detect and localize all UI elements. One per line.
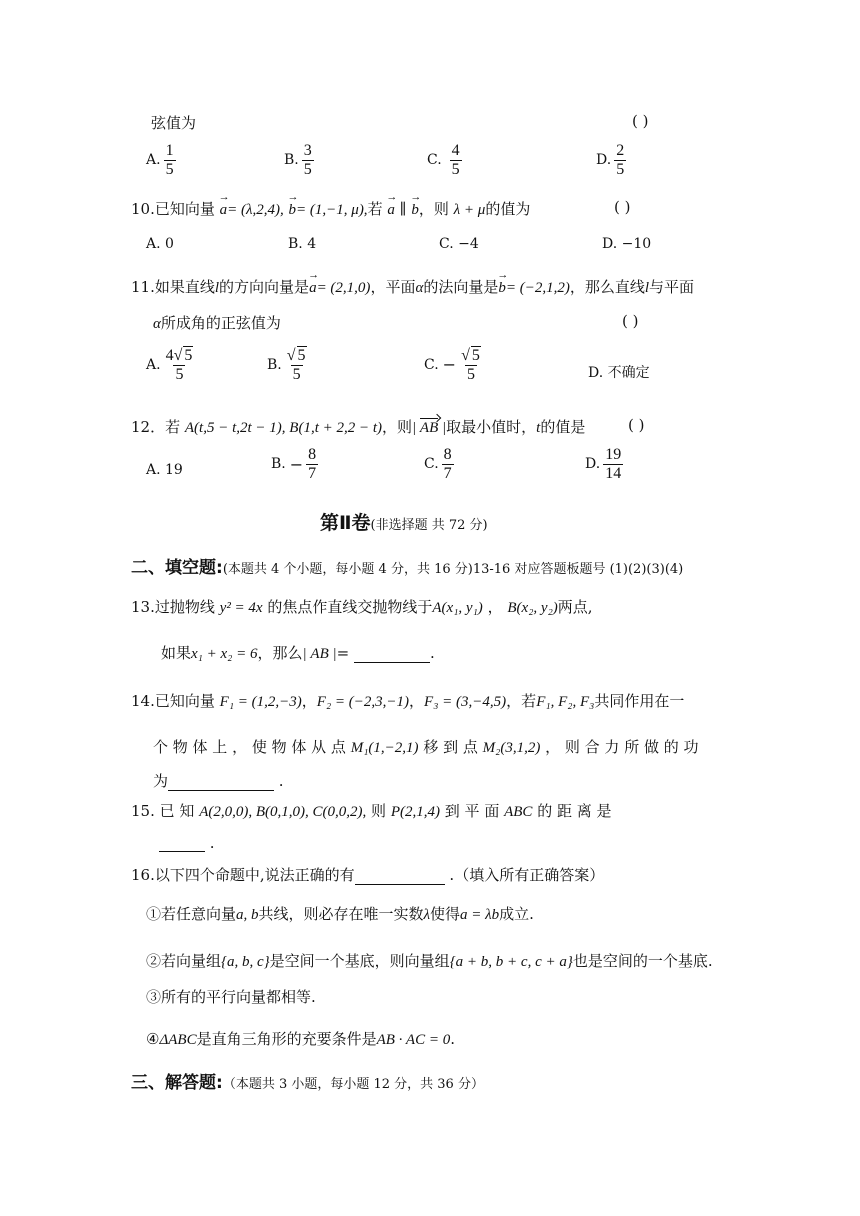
math: F₃ = (3,−4,5) [424, 694, 507, 710]
math: ABC [504, 804, 533, 820]
option-label: A. [146, 356, 161, 373]
option-label: B. [271, 456, 286, 473]
math: {a + b, b + c, c + a} [449, 954, 573, 970]
text: 已知向量 [154, 200, 215, 218]
section-title: 二、填空题: [131, 558, 223, 578]
q13-stem [131, 596, 593, 617]
denominator: 5 [165, 160, 174, 178]
text: . [278, 772, 284, 790]
option-label: D. [585, 456, 601, 473]
text: 是空间一个基底，则向量组 [269, 952, 450, 970]
question-number: 12． [131, 418, 166, 436]
text: ，则 [382, 418, 413, 436]
q11-option-c: C. − $\frac{√ 5}{5}$ [424, 346, 483, 383]
math: y² = 4x [219, 600, 263, 616]
text: = [336, 644, 350, 662]
q10-stem [131, 198, 530, 219]
text: ①若任意向量 [146, 905, 237, 923]
text: 共线，则必存在唯一实数 [258, 905, 424, 923]
q10-option-b: B. 4 [288, 236, 317, 252]
question-number: 15. [131, 802, 155, 820]
text: 两点, [557, 598, 593, 616]
text: ④ [146, 1030, 160, 1048]
option-label: B. [267, 356, 282, 373]
denominator: 5 [292, 365, 301, 383]
math: α [415, 280, 424, 296]
q14-stem: 14.已知向量 F₁ = (1,2,−3)，F₂ = (−2,3,−1)，F₃ = (3,−4,5)，若F₁, F₂, F₃共同作用在一 [131, 692, 685, 710]
numerator: 8 [308, 446, 317, 463]
numerator: 19 [605, 446, 622, 463]
text: 的法向量是 [423, 278, 499, 296]
text: 若 [367, 200, 383, 218]
denominator: 5 [451, 160, 460, 178]
math: l [214, 280, 220, 296]
fraction [164, 346, 196, 383]
question-number: 11. [131, 278, 155, 296]
q10-option-d: D. −10 [602, 236, 652, 252]
numerator: 1 [165, 142, 174, 159]
question-number: 13. [131, 598, 155, 616]
section2-heading [131, 553, 683, 578]
text: 移 到 点 [423, 738, 478, 756]
answer-blank[interactable] [159, 851, 205, 852]
q12-option-c [424, 446, 454, 482]
denominator: 7 [443, 464, 452, 482]
vector-b: → b [498, 280, 506, 297]
q9-option-a [146, 142, 176, 178]
math: A(t,5 − t,2t − 1), B(1,t + 2,2 − t) [184, 420, 383, 436]
math: B(x₂, y₂) [507, 600, 558, 616]
text: 若 [165, 418, 181, 436]
denominator: 14 [605, 464, 622, 482]
vector-a: → a [220, 202, 228, 219]
numerator: √ 5 [461, 347, 480, 364]
q14-stem-line3 [153, 770, 284, 791]
part2-title [320, 508, 488, 535]
math: α [153, 316, 161, 332]
q11-option-d: D. 不确定 [588, 365, 650, 381]
math: = (2,1,0) [316, 280, 371, 296]
text: ②若向量组 [146, 952, 222, 970]
q12-option-a: A. 19 [146, 462, 183, 478]
text: 过抛物线 [154, 598, 215, 616]
math: A(x₁, y₁) [432, 600, 483, 616]
math: F₂ = (−2,3,−1) [316, 694, 410, 710]
title-text: 第Ⅱ卷 [320, 512, 371, 534]
denominator: 7 [308, 464, 317, 482]
subtitle-text: (非选择题 共 72 分) [370, 518, 488, 533]
section-desc: (本题共 4 个小题，每小题 4 分，共 16 分)13-16 对应答题板题号 (1)(2)(3)(4) [222, 562, 684, 577]
text: ， 则 合 力 所 做 的 功 [545, 738, 699, 756]
vector-a: → a [387, 202, 395, 219]
math: F₁, F₂, F₃ [536, 694, 595, 710]
fraction [306, 446, 318, 482]
q13-stem-line2 [161, 642, 435, 663]
math: t [536, 420, 541, 436]
math: = (1,−1, μ), [296, 202, 368, 218]
math: λ [423, 907, 431, 923]
text: ，那么直线 [569, 278, 645, 296]
fraction [302, 142, 314, 178]
section-desc: （本题共 3 小题，每小题 12 分，共 36 分） [222, 1077, 484, 1092]
q9-option-c [427, 142, 462, 178]
text: 已 知 [159, 802, 195, 820]
q16-statement-1 [146, 903, 534, 924]
option-label: B. [284, 152, 299, 169]
text: 的值为 [485, 200, 531, 218]
denominator: 5 [303, 160, 312, 178]
denominator: 5 [466, 365, 475, 383]
q12-option-d [585, 446, 623, 482]
q12-stem [131, 416, 585, 437]
text: 的焦点作直线交抛物线于 [267, 598, 433, 616]
numerator: √ 5 [286, 347, 306, 364]
numerator: 2 [616, 142, 625, 159]
fraction [603, 446, 623, 482]
q12-option-b: B. − $\frac{8}{7}$ [271, 446, 317, 482]
text: 到 平 面 [444, 802, 500, 820]
q10-option-c: C. −4 [439, 236, 479, 252]
option-label: C. [424, 456, 439, 473]
text: . [429, 644, 435, 662]
text: 如果 [161, 644, 192, 662]
q12-answer-paren: ( ) [628, 416, 645, 434]
math: | AB | [412, 420, 447, 436]
text: ，则 [418, 200, 449, 218]
q9-option-b [284, 142, 314, 178]
text: 的值是 [540, 418, 586, 436]
numerator: 4 [451, 142, 460, 159]
q9-continuation: 弦值为 [151, 114, 197, 132]
question-number: 16. [131, 866, 155, 884]
text: ， [487, 598, 503, 616]
text: 所成角的正弦值为 [160, 314, 281, 332]
text: ，若 [506, 692, 537, 710]
q11-answer-paren: ( ) [622, 312, 639, 330]
text: 的方向向量是 [219, 278, 310, 296]
math: A(2,0,0), B(0,1,0), C(0,0,2), [199, 804, 367, 820]
question-number: 10. [131, 200, 155, 218]
fraction [614, 142, 626, 178]
math: F₁ = (1,2,−3) [219, 694, 302, 710]
option-label: A. [146, 152, 161, 169]
text: 与平面 [649, 278, 695, 296]
q15-stem [131, 800, 612, 821]
question-number: 14. [131, 692, 155, 710]
q11-option-a [146, 346, 195, 383]
q15-stem-line2 [159, 834, 215, 852]
math: λ + μ [453, 202, 486, 218]
text: 成立. [499, 905, 534, 923]
q10-answer-paren: ( ) [614, 198, 631, 216]
math: a = λb [460, 907, 500, 923]
text: 的 距 离 是 [537, 802, 612, 820]
denominator: 5 [175, 365, 184, 383]
q16-statement-2 [146, 950, 713, 971]
q11-stem [131, 276, 694, 297]
math: AB · AC = 0 [376, 1032, 451, 1048]
vector-b: → b [289, 202, 297, 219]
math: ΔABC [159, 1032, 197, 1048]
text: 为 [153, 772, 169, 790]
answer-blank[interactable] [354, 662, 430, 663]
text: 也是空间的一个基底. [572, 952, 713, 970]
option-label: C. [427, 152, 442, 169]
text: 个 物 体 上 ， 使 物 体 从 点 [153, 738, 346, 756]
vector-b: → b [411, 202, 419, 219]
denominator: 5 [616, 160, 625, 178]
text: 则 [371, 802, 387, 820]
vector-a: → a [309, 280, 317, 297]
answer-blank[interactable] [168, 790, 274, 791]
numerator: 4√ 5 [165, 347, 193, 364]
numerator: 3 [303, 142, 312, 159]
q11-stem-line2 [153, 312, 281, 333]
math: = (−2,1,2) [505, 280, 570, 296]
q16-statement-3: ③所有的平行向量都相等. [146, 988, 316, 1006]
parallel-symbol: ∥ [399, 200, 407, 218]
fraction [459, 346, 483, 383]
fraction [442, 446, 454, 482]
math: x₁ + x₂ = 6 [191, 646, 258, 662]
q9-answer-paren: ( ) [632, 112, 649, 130]
fraction [450, 142, 462, 178]
math: a, b [236, 907, 259, 923]
text: ，那么 [257, 644, 303, 662]
q10-option-a: A. 0 [146, 236, 174, 252]
q9-option-d [596, 142, 626, 178]
text: . [209, 834, 215, 852]
text: 已知向量 [154, 692, 215, 710]
q14-stem-line2 [153, 736, 699, 757]
math: M₁(1,−2,1) [350, 740, 419, 756]
section-title: 三、解答题: [131, 1073, 223, 1093]
numerator: 8 [443, 446, 452, 463]
text: . [450, 1030, 455, 1048]
section3-heading [131, 1068, 484, 1093]
math: l [644, 280, 650, 296]
text: 使得 [430, 905, 461, 923]
text: .（填入所有正确答案） [449, 866, 605, 884]
math: = (λ,2,4), [227, 202, 284, 218]
q11-option-b [267, 346, 309, 383]
text: 是直角三角形的充要条件是 [196, 1030, 377, 1048]
math: {a, b, c} [221, 954, 270, 970]
text: ，平面 [370, 278, 416, 296]
math: P(2,1,4) [390, 804, 440, 820]
fraction [164, 142, 176, 178]
q16-statement-4 [146, 1028, 455, 1049]
math: | AB | [302, 646, 337, 662]
text: 以下四个命题中,说法正确的有 [154, 866, 355, 884]
math: M₂(3,1,2) [482, 740, 541, 756]
answer-blank[interactable] [355, 884, 445, 885]
text: 共同作用在一 [594, 692, 685, 710]
text: 取最小值时， [446, 418, 537, 436]
option-label: C. [424, 356, 439, 373]
q16-stem [131, 864, 604, 885]
text: 如果直线 [154, 278, 215, 296]
fraction [285, 346, 309, 383]
option-label: D. [596, 152, 612, 169]
